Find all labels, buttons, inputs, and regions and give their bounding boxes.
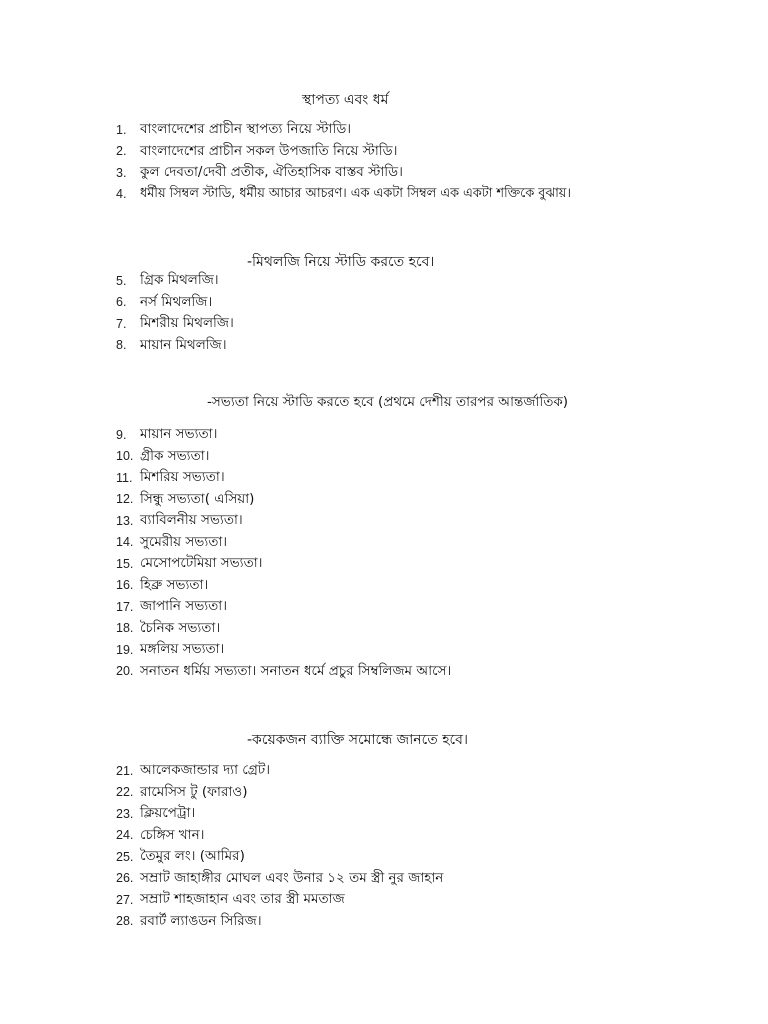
list-item [116,510,451,532]
item-number: 15. [116,556,134,571]
item-text: মিশরিয় সভ্যতা। [140,469,225,486]
item-number: 3. [116,165,127,180]
list-mythology [116,270,234,356]
item-number: 24. [116,828,134,843]
item-number: 26. [116,871,134,886]
list-item [116,184,571,206]
item-number: 7. [116,316,127,331]
item-text: সুমেরীয় সভ্যতা। [140,533,228,550]
item-text: বাংলাদেশের প্রাচীন স্থাপত্য নিয়ে স্টাডি। [140,121,352,138]
item-number: 14. [116,535,134,550]
item-text: মঙ্গলিয় সভ্যতা। [140,641,225,658]
list-item [116,846,443,868]
item-number: 21. [116,763,134,778]
item-text: চেঙ্গিস খান। [140,826,205,843]
list-item [116,911,443,933]
item-text: সনাতন ধর্মিয় সভ্যতা। সনাতন ধর্মে প্রচুর সিম্বলিজম আসে। [140,662,452,679]
list-item [116,889,443,911]
list-item [116,596,451,618]
item-text: মিশরীয় মিথলজি। [140,315,234,332]
item-text: তৈমুর লং। (আমির) [140,848,245,865]
item-text: ক্লিয়পেট্রা। [140,805,196,822]
list-item [116,618,451,640]
item-text: গ্রীক সভ্যতা। [140,447,210,464]
list-item [116,119,571,141]
list-item [116,162,571,184]
list-item [116,446,451,468]
item-text: সিন্ধু সভ্যতা( এসিয়া) [140,490,255,507]
list-item [116,424,451,446]
item-number: 19. [116,642,134,657]
item-text: মায়ান মিথলজি। [140,336,227,353]
item-text: সম্রাট শাহজাহান এবং তার স্ত্রী মমতাজ [140,891,345,908]
list-architecture-religion [116,119,571,205]
section-heading-persons: -কয়েকজন ব্যাক্তি সমোন্ধে জানতে হবে। [247,732,468,748]
item-number: 25. [116,849,134,864]
list-item [116,467,451,489]
item-number: 11. [116,470,133,485]
item-text: বাংলাদেশের প্রাচীন সকল উপজাতি নিয়ে স্টাডি। [140,142,398,159]
list-item [116,292,234,314]
item-number: 17. [116,599,134,614]
item-number: 5. [116,273,127,288]
list-item [116,270,234,292]
list-item [116,803,443,825]
item-number: 22. [116,785,134,800]
list-item [116,553,451,575]
list-item [116,639,451,661]
list-item [116,825,443,847]
section-heading-civilization: -সভ্যতা নিয়ে স্টাডি করতে হবে (প্রথমে দেশীয় তারপর আন্তর্জাতিক) [207,394,569,410]
item-number: 1. [116,122,127,137]
list-item [116,782,443,804]
item-text: গ্রিক মিথলজি। [140,272,219,289]
item-text: ব্যাবিলনীয় সভ্যতা। [140,512,243,529]
item-text: ধর্মীয় সিম্বল স্টাডি, ধর্মীয় আচার আচরণ। এক একটা সিম্বল এক একটা শক্তিকে বুঝায়। [140,185,571,201]
list-item [116,141,571,163]
item-number: 28. [116,914,134,929]
item-text: রামেসিস টু (ফারাও) [140,783,248,800]
list-item [116,489,451,511]
item-text: মায়ান সভ্যতা। [140,426,218,443]
item-text: রবার্ট ল্যাঙডন সিরিজ। [140,912,262,929]
section-heading-architecture-religion: স্থাপত্য এবং ধর্ম [302,92,389,108]
item-text: সম্রাট জাহাঙ্গীর মোঘল এবং উনার ১২ তম স্ত্রী নুর জাহান [140,869,444,886]
item-text: কুল দেবতা/দেবী প্রতীক, ঐতিহাসিক বাস্তব স্টাডি। [140,164,403,181]
item-text: মেসোপটেমিয়া সভ্যতা। [140,555,263,572]
list-item [116,661,451,683]
item-number: 10. [116,449,134,464]
list-item [116,335,234,357]
list-item [116,575,451,597]
section-heading-mythology: -মিথলজি নিয়ে স্টাডি করতে হবে। [247,254,435,270]
item-number: 12. [116,492,134,507]
item-number: 23. [116,806,134,821]
item-number: 13. [116,513,134,528]
item-number: 9. [116,427,127,442]
item-number: 18. [116,621,134,636]
item-number: 4. [116,187,127,202]
list-persons [116,760,443,932]
list-civilization [116,424,451,682]
item-text: জাপানি সভ্যতা। [140,598,228,615]
item-number: 2. [116,144,127,159]
item-text: আলেকজান্ডার দ্যা গ্রেট। [140,762,271,779]
item-number: 16. [116,578,134,593]
list-item [116,868,443,890]
item-number: 8. [116,338,127,353]
item-number: 6. [116,295,127,310]
list-item [116,313,234,335]
item-text: নর্স মিথলজি। [140,293,213,310]
list-item [116,760,443,782]
item-number: 20. [116,664,134,679]
list-item [116,532,451,554]
item-number: 27. [116,892,134,907]
item-text: চৈনিক সভ্যতা। [140,619,221,636]
item-text: হিব্রু সভ্যতা। [140,576,209,593]
